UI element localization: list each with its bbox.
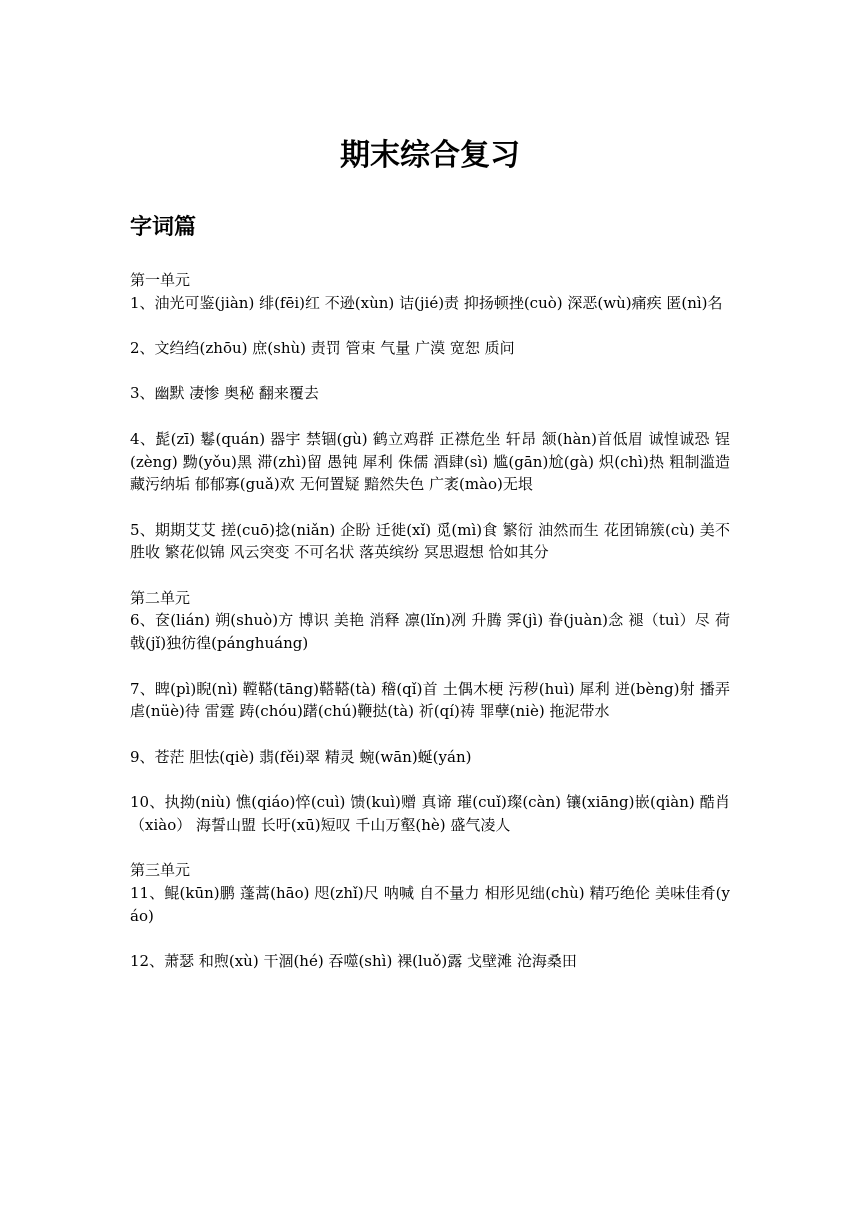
vocab-item: 3、幽默 凄惨 奥秘 翻来覆去 (130, 384, 319, 403)
vocab-item: 10、执拗(niù) 憔(qiáo)悴(cuì) 馈(kuì)赠 真谛 璀(cuǐ)璨(càn) 镶(xiāng)嵌(qiàn) 酷肖（xiào） 海誓山盟 长吁(xū)短叹 千山万壑(hè) 盛气凌人 (130, 793, 730, 834)
vocab-item: 4、髭(zī) 鬈(quán) 器宇 禁锢(gù) 鹤立鸡群 正襟危坐 轩昂 颔(hàn)首低眉 诚惶诚恐 锃(zèng) 黝(yǒu)黑 滞(zhì)留 愚钝 犀利 侏儒 酒肆(sì) 尴(gān)尬(gà) 炽(chì)热 粗制滥造 藏污纳垢 郁郁寡(guǎ)欢 无何置疑 黯然失色 广袤(mào)无垠 (130, 429, 730, 494)
document-title: 期末综合复习 (340, 138, 520, 173)
unit-heading: 第二单元 (130, 588, 191, 607)
vocab-item: 12、萧瑟 和煦(xù) 干涸(hé) 吞噬(shì) 裸(luǒ)露 戈壁滩 沧海桑田 (130, 951, 577, 970)
vocab-item: 11、鲲(kūn)鹏 蓬蒿(hāo) 咫(zhǐ)尺 呐喊 自不量力 相形见绌(chù) 精巧绝伦 美味佳肴(yáo) (130, 883, 730, 925)
vocab-item: 2、文绉绉(zhōu) 庶(shù) 责罚 管束 气量 广漠 宽恕 质问 (130, 339, 515, 358)
unit-heading: 第一单元 (130, 271, 191, 289)
vocab-item: 9、苍茫 胆怯(qiè) 翡(fěi)翠 精灵 蜿(wān)蜒(yán) (130, 747, 472, 766)
section-title: 字词篇 (130, 215, 197, 240)
vocab-item: 5、期期艾艾 搓(cuō)捻(niǎn) 企盼 迁徙(xǐ) 觅(mì)食 繁衍 油然而生 花团锦簇(cù) 美不胜收 繁花似锦 风云突变 不可名状 落英缤纷 冥思遐想 恰如其分 (130, 520, 730, 562)
unit-heading: 第三单元 (130, 861, 191, 880)
vocab-item: 6、奁(lián) 朔(shuò)方 博识 美艳 消释 凛(lǐn)冽 升腾 霁(jì) 眷(juàn)念 褪（tuì）尽 荷戟(jǐ)独彷徨(pánghuáng) (130, 611, 730, 653)
vocab-item: 7、睥(pì)睨(nì) 鞺鞳(tāng)鞳鞳(tà) 稽(qǐ)首 土偶木梗 污秽(huì) 犀利 迸(bèng)射 播弄 虐(nüè)待 雷霆 踌(chóu)躇(chú)鞭挞(tà) 祈(qí)祷 罪孽(niè) 拖泥带水 (130, 679, 730, 721)
document-body (130, 269, 730, 973)
vocab-item: 1、油光可鉴(jiàn) 绯(fēi)红 不逊(xùn) 诘(jié)责 抑扬顿挫(cuò) 深恶(wù)痛疾 匿(nì)名 (130, 293, 723, 312)
